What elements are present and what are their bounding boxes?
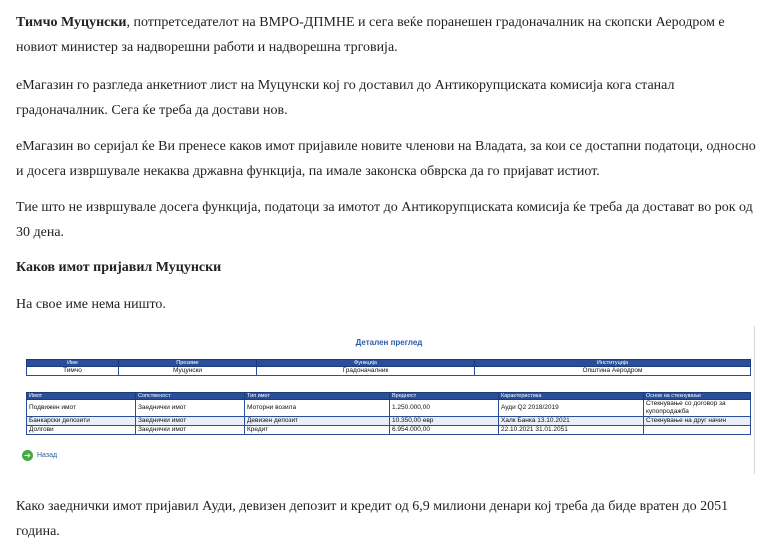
- table-cell: Долгови: [27, 426, 136, 435]
- table-cell: Заеднички имот: [136, 426, 245, 435]
- cell-name: Тимчо: [27, 367, 119, 376]
- person-row: [27, 367, 751, 376]
- table-cell: Моторни возила: [245, 400, 390, 417]
- header-surname: Презиме: [119, 360, 257, 367]
- table-cell: 22.10.2021 31.01.2051: [499, 426, 644, 435]
- table-cell: 1.250.000,00: [390, 400, 499, 417]
- table-cell: Стекнување на друг начин: [644, 417, 751, 426]
- header-acquisition-basis: Основ на стекнување: [644, 393, 751, 400]
- cell-institution: Општина Аеродром: [475, 367, 751, 376]
- header-institution: Институција: [475, 360, 751, 367]
- cell-function: Градоначалник: [257, 367, 475, 376]
- paragraph-series: еМагазин во серијал ќе Ви пренесе каков имот пријавиле новите членови на Владата, за кои се достапни податоци, односно и досега извршувале некаква државна функција, па имале законска обврска да го пријават истиот.: [16, 139, 756, 179]
- table-cell: Подвижен имот: [27, 400, 136, 417]
- table-cell: Заеднички имот: [136, 417, 245, 426]
- back-label: Назад: [37, 452, 58, 459]
- table-cell: Халк Банка 13.10.2021: [499, 417, 644, 426]
- table-cell: Девизен депозит: [245, 417, 390, 426]
- header-characteristic: Карактеристика: [499, 393, 644, 400]
- section-heading: Каков имот пријавил Муцунски: [16, 260, 222, 275]
- table-cell: Банкарски депозити: [27, 417, 136, 426]
- table-cell: Стекнување со договор за купопродажба: [644, 400, 751, 417]
- header-asset: Имот: [27, 393, 136, 400]
- table-cell: 10.350,00 евр: [390, 417, 499, 426]
- paragraph-intro: [16, 10, 761, 60]
- person-name: Тимчо Муцунски: [16, 15, 127, 30]
- header-ownership: Сопственост: [136, 393, 245, 400]
- asset-report-screenshot: [22, 326, 756, 474]
- table-row: [27, 417, 751, 426]
- report-border: [754, 326, 755, 474]
- intro-text: , потпретседателот на ВМРО-ДПМНЕ и сега веќе поранешен градоначалник на скопски Аеродром е новиот министер за надворешни работи и надворешна трговија.: [16, 15, 725, 55]
- header-value: Вредност: [390, 393, 499, 400]
- header-function: Функција: [257, 360, 475, 367]
- header-asset-type: Тип имот: [245, 393, 390, 400]
- report-title: Детален преглед: [355, 338, 423, 347]
- table-cell: Ауди Q2 2018/2019: [499, 400, 644, 417]
- table-row: [27, 400, 751, 417]
- paragraph-deadline: Тие што не извршувале досега функција, податоци за имотот до Антикорупциската комисија ќе треба да достават во рок од 30 дена.: [16, 200, 753, 240]
- asset-header-row: [27, 393, 751, 400]
- back-link[interactable]: [22, 450, 57, 461]
- back-arrow-icon: ➔: [22, 450, 33, 461]
- cell-surname: Муцунски: [119, 367, 257, 376]
- table-cell: Заеднички имот: [136, 400, 245, 417]
- paragraph-own-name: На свое име нема ништо.: [16, 297, 166, 312]
- person-table: [26, 359, 751, 376]
- person-header-row: [27, 360, 751, 367]
- paragraph-joint-assets: Како заеднички имот пријавил Ауди, девизен депозит и кредит од 6,9 милиони денари кој треба да биде вратен до 2051 година.: [16, 499, 729, 539]
- table-cell: [644, 426, 751, 435]
- header-name: Име: [27, 360, 119, 367]
- asset-table: [26, 392, 751, 435]
- table-cell: Кредит: [245, 426, 390, 435]
- table-cell: 6.954.000,00: [390, 426, 499, 435]
- paragraph-emagazin: еМагазин го разгледа анкетниот лист на Муцунски кој го доставил до Антикорупциската комисија кога станал градоначалник. Сега ќе треба да достави нов.: [16, 78, 675, 118]
- table-row: [27, 426, 751, 435]
